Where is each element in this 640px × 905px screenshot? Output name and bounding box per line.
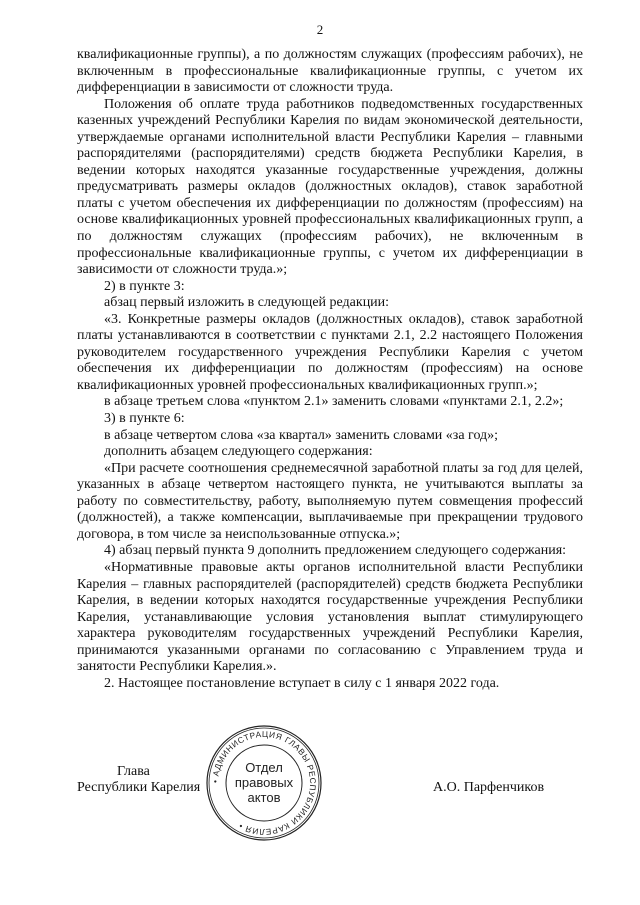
stamp-ring-text: • АДМИНИСТРАЦИЯ ГЛАВЫ РЕСПУБЛИКИ КАРЕЛИЯ • (209, 728, 319, 838)
paragraph: Положения об оплате труда работников подведомственных государственных казенных учреждений Республики Карелия по видам экономической деятельности, утверждаемые органами исполнительной власти Республики Карелия – главными распорядителями (распорядителями) средств бюджета Республики Карелия, в ведении которых находятся указанные государственные учреждения, должны предусматривать размеры окладов (должностных окладов), ставок заработной платы с учетом обеспечения их дифференциации по должностям (профессиям) на основе квалификационных уровней профессиональных квалификационных групп, а по должностям служащих (профессиям рабочих), не включенным в профессиональные квалификационные группы, с учетом их дифференциации в зависимости от сложности труда.»; (77, 96, 583, 278)
paragraph: в абзаце четвертом слова «за квартал» заменить словами «за год»; (104, 427, 499, 443)
paragraph: квалификационные группы), а по должностям служащих (профессиям рабочих), не включенным в профессиональные квалификационные группы, с учетом их дифференциации в зависимости от сложности труда. (77, 47, 583, 96)
paragraph: абзац первый изложить в следующей редакции: (104, 295, 390, 311)
official-stamp (205, 724, 323, 842)
paragraph: «Нормативные правовые акты органов исполнительной власти Республики Карелия – главных распорядителей (распорядителей) средств бюджета Республики Карелия, в ведении которых находятся государственные учреждения Республики Карелия, устанавливающие условия установления выплат стимулирующего характера руководителям государственных учреждений Республики Карелия, принимаются указанными органами по согласованию с Управлением труда и занятости Республики Карелия.». (77, 559, 583, 675)
signatory-organization: Республики Карелия (77, 780, 201, 795)
signatory-title: Глава (117, 764, 150, 779)
stamp-center-line: правовых (234, 775, 294, 790)
document-body (77, 47, 583, 692)
signatory-name: А.О. Парфенчиков (433, 780, 545, 795)
stamp-center-line: актов (247, 790, 281, 805)
paragraph: «При расчете соотношения среднемесячной заработной платы за год для целей, указанных в абзаце четвертом настоящего пункта, не учитываются выплаты за работу по совместительству, работу, выполняемую путем совмещения профессий (должностей), а также компенсации, выплачиваемые при прекращении трудового договора, в том числе за неиспользованные отпуска.»; (77, 460, 583, 542)
page-number: 2 (316, 22, 324, 37)
stamp-center-line: Отдел (245, 760, 283, 775)
paragraph: 3) в пункте 6: (104, 411, 185, 427)
paragraph: 4) абзац первый пункта 9 дополнить предложением следующего содержания: (104, 543, 567, 559)
paragraph: «3. Конкретные размеры окладов (должностных окладов), ставок заработной платы устанавливаются в соответствии с пунктами 2.1, 2.2 настоящего Положения руководителем государственного учреждения Республики Карелия с учетом обеспечения их дифференциации по должностям (профессиям) на основе квалификационных уровней профессиональных квалификационных групп.»; (77, 311, 583, 393)
paragraph: в абзаце третьем слова «пунктом 2.1» заменить словами «пунктами 2.1, 2.2»; (104, 394, 564, 410)
paragraph: 2) в пункте 3: (104, 278, 185, 294)
paragraph: 2. Настоящее постановление вступает в силу с 1 января 2022 года. (104, 675, 500, 691)
paragraph: дополнить абзацем следующего содержания: (104, 444, 373, 460)
